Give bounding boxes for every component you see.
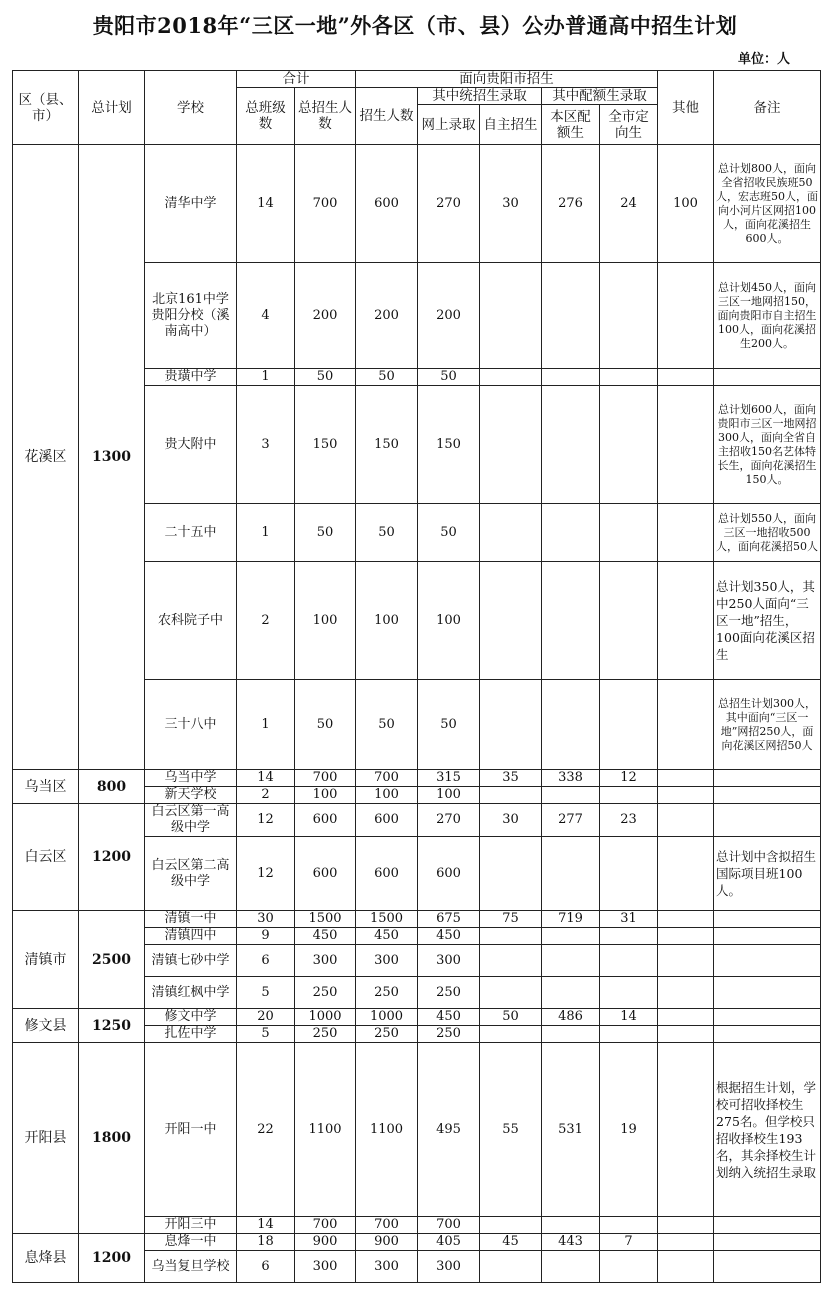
online-cell: 450 bbox=[418, 1009, 480, 1026]
online-cell: 270 bbox=[418, 145, 480, 263]
remark-cell bbox=[714, 1009, 821, 1026]
other-cell bbox=[658, 1043, 714, 1217]
school-cell: 清镇七砂中学 bbox=[145, 945, 237, 977]
enroll-cell: 50 bbox=[295, 369, 356, 386]
autonomous-cell: 30 bbox=[480, 804, 542, 837]
online-cell: 600 bbox=[418, 837, 480, 911]
gy-enroll-cell: 450 bbox=[356, 928, 418, 945]
other-cell bbox=[658, 1251, 714, 1283]
online-cell: 50 bbox=[418, 369, 480, 386]
school-cell: 清镇一中 bbox=[145, 911, 237, 928]
other-cell bbox=[658, 911, 714, 928]
local-quota-cell: 443 bbox=[542, 1234, 600, 1251]
gy-enroll-cell: 1000 bbox=[356, 1009, 418, 1026]
school-cell: 修文中学 bbox=[145, 1009, 237, 1026]
city-quota-cell bbox=[600, 263, 658, 369]
other-cell bbox=[658, 1009, 714, 1026]
online-cell: 50 bbox=[418, 680, 480, 770]
other-cell bbox=[658, 504, 714, 562]
header-online: 网上录取 bbox=[418, 105, 480, 145]
enroll-cell: 1500 bbox=[295, 911, 356, 928]
autonomous-cell bbox=[480, 680, 542, 770]
district-cell: 修文县 bbox=[13, 1009, 79, 1043]
header-gy-enroll: 招生人数 bbox=[356, 88, 418, 145]
online-cell: 100 bbox=[418, 562, 480, 680]
city-quota-cell bbox=[600, 837, 658, 911]
online-cell: 700 bbox=[418, 1217, 480, 1234]
header-subtotal: 合计 bbox=[237, 71, 356, 88]
header-local-quota: 本区配额生 bbox=[542, 105, 600, 145]
city-quota-cell bbox=[600, 945, 658, 977]
classes-cell: 2 bbox=[237, 562, 295, 680]
city-quota-cell: 14 bbox=[600, 1009, 658, 1026]
other-cell bbox=[658, 837, 714, 911]
classes-cell: 5 bbox=[237, 1026, 295, 1043]
gy-enroll-cell: 300 bbox=[356, 1251, 418, 1283]
table-row bbox=[13, 804, 821, 837]
gy-enroll-cell: 250 bbox=[356, 1026, 418, 1043]
city-quota-cell bbox=[600, 369, 658, 386]
district-cell: 清镇市 bbox=[13, 911, 79, 1009]
other-cell bbox=[658, 787, 714, 804]
autonomous-cell: 45 bbox=[480, 1234, 542, 1251]
gy-enroll-cell: 1500 bbox=[356, 911, 418, 928]
gy-enroll-cell: 300 bbox=[356, 945, 418, 977]
other-cell bbox=[658, 977, 714, 1009]
autonomous-cell bbox=[480, 977, 542, 1009]
online-cell: 150 bbox=[418, 386, 480, 504]
local-quota-cell bbox=[542, 504, 600, 562]
classes-cell: 30 bbox=[237, 911, 295, 928]
city-quota-cell bbox=[600, 977, 658, 1009]
classes-cell: 4 bbox=[237, 263, 295, 369]
classes-cell: 20 bbox=[237, 1009, 295, 1026]
header-total-plan: 总计划 bbox=[79, 71, 145, 145]
local-quota-cell: 531 bbox=[542, 1043, 600, 1217]
autonomous-cell bbox=[480, 386, 542, 504]
unit-label: 单位：人 bbox=[737, 52, 790, 67]
gy-enroll-cell: 600 bbox=[356, 145, 418, 263]
classes-cell: 2 bbox=[237, 787, 295, 804]
remark-cell: 总计划550人，面向三区一地招收500人，面向花溪招50人 bbox=[714, 504, 821, 562]
remark-cell bbox=[714, 369, 821, 386]
remark-cell bbox=[714, 1234, 821, 1251]
autonomous-cell bbox=[480, 504, 542, 562]
other-cell bbox=[658, 263, 714, 369]
other-cell bbox=[658, 1026, 714, 1043]
autonomous-cell: 35 bbox=[480, 770, 542, 787]
local-quota-cell: 338 bbox=[542, 770, 600, 787]
district-cell: 白云区 bbox=[13, 804, 79, 911]
city-quota-cell bbox=[600, 1251, 658, 1283]
classes-cell: 14 bbox=[237, 770, 295, 787]
enroll-cell: 900 bbox=[295, 1234, 356, 1251]
header-enroll: 总招生人数 bbox=[295, 88, 356, 145]
classes-cell: 9 bbox=[237, 928, 295, 945]
city-quota-cell: 24 bbox=[600, 145, 658, 263]
autonomous-cell bbox=[480, 837, 542, 911]
enroll-cell: 700 bbox=[295, 145, 356, 263]
classes-cell: 6 bbox=[237, 1251, 295, 1283]
gy-enroll-cell: 600 bbox=[356, 804, 418, 837]
header-other: 其他 bbox=[658, 71, 714, 145]
enroll-cell: 300 bbox=[295, 1251, 356, 1283]
total-plan-cell: 1250 bbox=[79, 1009, 145, 1043]
gy-enroll-cell: 600 bbox=[356, 837, 418, 911]
classes-cell: 5 bbox=[237, 977, 295, 1009]
header-quota: 其中配额生录取 bbox=[542, 88, 658, 105]
enroll-cell: 100 bbox=[295, 787, 356, 804]
remark-cell bbox=[714, 945, 821, 977]
local-quota-cell bbox=[542, 977, 600, 1009]
autonomous-cell: 55 bbox=[480, 1043, 542, 1217]
school-cell: 清镇红枫中学 bbox=[145, 977, 237, 1009]
remark-cell: 总计划350人，其中250人面向“三区一地”招生，100面向花溪区招生 bbox=[714, 562, 821, 680]
gy-enroll-cell: 50 bbox=[356, 680, 418, 770]
classes-cell: 1 bbox=[237, 680, 295, 770]
classes-cell: 14 bbox=[237, 145, 295, 263]
other-cell bbox=[658, 562, 714, 680]
city-quota-cell: 12 bbox=[600, 770, 658, 787]
remark-cell: 总计划600人，面向贵阳市三区一地网招300人，面向全省自主招收150名艺体特长生，面向花溪招生150人。 bbox=[714, 386, 821, 504]
district-cell: 开阳县 bbox=[13, 1043, 79, 1234]
remark-cell: 总计划450人，面向三区一地网招150，面向贵阳市自主招生100人，面向花溪招生200人。 bbox=[714, 263, 821, 369]
header-guiyang: 面向贵阳市招生 bbox=[356, 71, 658, 88]
table-row bbox=[13, 911, 821, 928]
other-cell bbox=[658, 928, 714, 945]
table-row bbox=[13, 770, 821, 787]
remark-cell bbox=[714, 928, 821, 945]
school-cell: 白云区第二高级中学 bbox=[145, 837, 237, 911]
autonomous-cell bbox=[480, 787, 542, 804]
total-plan-cell: 1200 bbox=[79, 804, 145, 911]
remark-cell bbox=[714, 977, 821, 1009]
gy-enroll-cell: 900 bbox=[356, 1234, 418, 1251]
online-cell: 250 bbox=[418, 1026, 480, 1043]
gy-enroll-cell: 50 bbox=[356, 369, 418, 386]
city-quota-cell: 31 bbox=[600, 911, 658, 928]
city-quota-cell bbox=[600, 1217, 658, 1234]
page-title: 贵阳市2018年“三区一地”外各区（市、县）公办普通高中招生计划 bbox=[92, 13, 738, 38]
table-row bbox=[13, 145, 821, 263]
remark-cell: 根据招生计划，学校可招收择校生275名。但学校只招收择校生193名，其余择校生计划纳入统招生录取 bbox=[714, 1043, 821, 1217]
city-quota-cell bbox=[600, 928, 658, 945]
local-quota-cell: 276 bbox=[542, 145, 600, 263]
classes-cell: 22 bbox=[237, 1043, 295, 1217]
enroll-cell: 150 bbox=[295, 386, 356, 504]
school-cell: 农科院子中 bbox=[145, 562, 237, 680]
autonomous-cell: 75 bbox=[480, 911, 542, 928]
school-cell: 清华中学 bbox=[145, 145, 237, 263]
school-cell: 乌当复旦学校 bbox=[145, 1251, 237, 1283]
local-quota-cell: 719 bbox=[542, 911, 600, 928]
local-quota-cell bbox=[542, 1217, 600, 1234]
local-quota-cell bbox=[542, 1251, 600, 1283]
city-quota-cell: 23 bbox=[600, 804, 658, 837]
remark-cell: 总招生计划300人，其中面向“三区一地”网招250人，面向花溪区网招50人 bbox=[714, 680, 821, 770]
school-cell: 三十八中 bbox=[145, 680, 237, 770]
online-cell: 250 bbox=[418, 977, 480, 1009]
school-cell: 扎佐中学 bbox=[145, 1026, 237, 1043]
city-quota-cell bbox=[600, 562, 658, 680]
city-quota-cell bbox=[600, 504, 658, 562]
total-plan-cell: 1200 bbox=[79, 1234, 145, 1283]
total-plan-cell: 1300 bbox=[79, 145, 145, 770]
enroll-cell: 700 bbox=[295, 770, 356, 787]
local-quota-cell bbox=[542, 680, 600, 770]
remark-cell bbox=[714, 770, 821, 787]
other-cell bbox=[658, 680, 714, 770]
local-quota-cell: 486 bbox=[542, 1009, 600, 1026]
enroll-cell: 300 bbox=[295, 945, 356, 977]
local-quota-cell bbox=[542, 1026, 600, 1043]
enroll-cell: 1100 bbox=[295, 1043, 356, 1217]
total-plan-cell: 1800 bbox=[79, 1043, 145, 1234]
gy-enroll-cell: 250 bbox=[356, 977, 418, 1009]
other-cell bbox=[658, 369, 714, 386]
district-cell: 乌当区 bbox=[13, 770, 79, 804]
classes-cell: 18 bbox=[237, 1234, 295, 1251]
online-cell: 300 bbox=[418, 945, 480, 977]
classes-cell: 6 bbox=[237, 945, 295, 977]
local-quota-cell bbox=[542, 386, 600, 504]
classes-cell: 14 bbox=[237, 1217, 295, 1234]
local-quota-cell bbox=[542, 562, 600, 680]
gy-enroll-cell: 1100 bbox=[356, 1043, 418, 1217]
online-cell: 100 bbox=[418, 787, 480, 804]
local-quota-cell bbox=[542, 928, 600, 945]
online-cell: 405 bbox=[418, 1234, 480, 1251]
district-cell: 息烽县 bbox=[13, 1234, 79, 1283]
autonomous-cell bbox=[480, 928, 542, 945]
header-city-quota: 全市定向生 bbox=[600, 105, 658, 145]
enroll-cell: 600 bbox=[295, 837, 356, 911]
autonomous-cell bbox=[480, 1251, 542, 1283]
other-cell bbox=[658, 804, 714, 837]
gy-enroll-cell: 700 bbox=[356, 770, 418, 787]
online-cell: 270 bbox=[418, 804, 480, 837]
other-cell bbox=[658, 945, 714, 977]
online-cell: 450 bbox=[418, 928, 480, 945]
autonomous-cell: 50 bbox=[480, 1009, 542, 1026]
local-quota-cell bbox=[542, 787, 600, 804]
remark-cell bbox=[714, 804, 821, 837]
enroll-cell: 250 bbox=[295, 977, 356, 1009]
autonomous-cell: 30 bbox=[480, 145, 542, 263]
classes-cell: 1 bbox=[237, 504, 295, 562]
header-district: 区（县、市） bbox=[13, 71, 79, 145]
online-cell: 495 bbox=[418, 1043, 480, 1217]
local-quota-cell bbox=[542, 263, 600, 369]
school-cell: 贵大附中 bbox=[145, 386, 237, 504]
enroll-cell: 250 bbox=[295, 1026, 356, 1043]
autonomous-cell bbox=[480, 1217, 542, 1234]
total-plan-cell: 800 bbox=[79, 770, 145, 804]
gy-enroll-cell: 50 bbox=[356, 504, 418, 562]
local-quota-cell: 277 bbox=[542, 804, 600, 837]
header-unified: 其中统招生录取 bbox=[418, 88, 542, 105]
enroll-cell: 700 bbox=[295, 1217, 356, 1234]
school-cell: 贵璜中学 bbox=[145, 369, 237, 386]
gy-enroll-cell: 200 bbox=[356, 263, 418, 369]
remark-cell: 总计划中含拟招生国际项目班100人。 bbox=[714, 837, 821, 911]
other-cell: 100 bbox=[658, 145, 714, 263]
online-cell: 675 bbox=[418, 911, 480, 928]
enroll-cell: 1000 bbox=[295, 1009, 356, 1026]
autonomous-cell bbox=[480, 369, 542, 386]
city-quota-cell bbox=[600, 386, 658, 504]
gy-enroll-cell: 150 bbox=[356, 386, 418, 504]
city-quota-cell bbox=[600, 1026, 658, 1043]
local-quota-cell bbox=[542, 945, 600, 977]
online-cell: 200 bbox=[418, 263, 480, 369]
online-cell: 50 bbox=[418, 504, 480, 562]
school-cell: 新天学校 bbox=[145, 787, 237, 804]
enroll-cell: 100 bbox=[295, 562, 356, 680]
classes-cell: 1 bbox=[237, 369, 295, 386]
online-cell: 315 bbox=[418, 770, 480, 787]
table-row bbox=[13, 1234, 821, 1251]
remark-cell: 总计划800人，面向全省招收民族班50人，宏志班50人，面向小河片区网招100人，面向花溪招生600人。 bbox=[714, 145, 821, 263]
school-cell: 清镇四中 bbox=[145, 928, 237, 945]
header-remark: 备注 bbox=[714, 71, 821, 145]
school-cell: 二十五中 bbox=[145, 504, 237, 562]
remark-cell bbox=[714, 911, 821, 928]
header-school: 学校 bbox=[145, 71, 237, 145]
gy-enroll-cell: 100 bbox=[356, 787, 418, 804]
school-cell: 乌当中学 bbox=[145, 770, 237, 787]
remark-cell bbox=[714, 1251, 821, 1283]
enroll-cell: 200 bbox=[295, 263, 356, 369]
school-cell: 北京161中学贵阳分校（溪南高中） bbox=[145, 263, 237, 369]
header-classes: 总班级数 bbox=[237, 88, 295, 145]
autonomous-cell bbox=[480, 263, 542, 369]
gy-enroll-cell: 700 bbox=[356, 1217, 418, 1234]
gy-enroll-cell: 100 bbox=[356, 562, 418, 680]
district-cell: 花溪区 bbox=[13, 145, 79, 770]
school-cell: 白云区第一高级中学 bbox=[145, 804, 237, 837]
city-quota-cell: 19 bbox=[600, 1043, 658, 1217]
school-cell: 开阳一中 bbox=[145, 1043, 237, 1217]
city-quota-cell bbox=[600, 680, 658, 770]
autonomous-cell bbox=[480, 945, 542, 977]
online-cell: 300 bbox=[418, 1251, 480, 1283]
remark-cell bbox=[714, 1217, 821, 1234]
other-cell bbox=[658, 1234, 714, 1251]
local-quota-cell bbox=[542, 369, 600, 386]
enroll-cell: 450 bbox=[295, 928, 356, 945]
enrollment-plan-table bbox=[12, 70, 821, 1283]
table-row bbox=[13, 1009, 821, 1026]
enroll-cell: 50 bbox=[295, 680, 356, 770]
city-quota-cell: 7 bbox=[600, 1234, 658, 1251]
classes-cell: 12 bbox=[237, 837, 295, 911]
autonomous-cell bbox=[480, 562, 542, 680]
other-cell bbox=[658, 386, 714, 504]
school-cell: 开阳三中 bbox=[145, 1217, 237, 1234]
classes-cell: 12 bbox=[237, 804, 295, 837]
table-row bbox=[13, 1043, 821, 1217]
autonomous-cell bbox=[480, 1026, 542, 1043]
total-plan-cell: 2500 bbox=[79, 911, 145, 1009]
other-cell bbox=[658, 1217, 714, 1234]
other-cell bbox=[658, 770, 714, 787]
local-quota-cell bbox=[542, 837, 600, 911]
city-quota-cell bbox=[600, 787, 658, 804]
remark-cell bbox=[714, 787, 821, 804]
header-autonomous: 自主招生 bbox=[480, 105, 542, 145]
school-cell: 息烽一中 bbox=[145, 1234, 237, 1251]
remark-cell bbox=[714, 1026, 821, 1043]
enroll-cell: 600 bbox=[295, 804, 356, 837]
enroll-cell: 50 bbox=[295, 504, 356, 562]
classes-cell: 3 bbox=[237, 386, 295, 504]
